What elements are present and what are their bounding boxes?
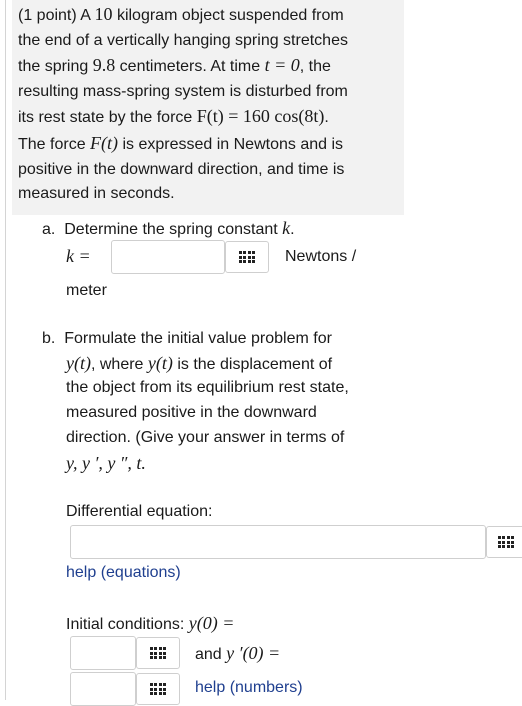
spring-constant-input[interactable] bbox=[111, 240, 225, 274]
part-b-prompt-5: direction. (Give your answer in terms of bbox=[66, 429, 345, 446]
help-equations-link[interactable]: help (equations) bbox=[66, 564, 181, 581]
statement-line-1: (1 point) A 10 kilogram object suspended from bbox=[18, 4, 344, 24]
part-b-prompt-4: measured positive in the downward bbox=[66, 404, 317, 421]
statement-line-7: positive in the downward direction, and time is bbox=[18, 160, 345, 178]
grid-icon bbox=[239, 251, 256, 263]
initial-conditions-and: and y ′(0) = bbox=[195, 643, 281, 663]
statement-line-4: resulting mass-spring system is disturbed from bbox=[18, 82, 348, 100]
statement-line-3: the spring 9.8 centimeters. At time t = 0, the bbox=[18, 55, 331, 76]
differential-equation-label: Differential equation: bbox=[66, 503, 213, 520]
help-numbers-link[interactable]: help (numbers) bbox=[195, 679, 303, 696]
equation-editor-button-k[interactable] bbox=[225, 241, 269, 273]
grid-icon bbox=[150, 647, 167, 659]
statement-line-5: its rest state by the force F(t) = 160 cos(8t). bbox=[18, 106, 329, 127]
statement-line-2: the end of a vertically hanging spring stretches bbox=[18, 31, 348, 49]
grid-icon bbox=[150, 683, 167, 695]
units-label: Newtons / bbox=[285, 248, 357, 265]
part-b-prompt-2: y(t), where y(t) is the displacement of bbox=[66, 353, 333, 373]
y0-input[interactable] bbox=[70, 636, 136, 670]
problem-statement bbox=[12, 0, 404, 215]
equation-editor-button-yp0[interactable] bbox=[136, 673, 180, 705]
part-a-prompt: a. Determine the spring constant k. bbox=[42, 218, 295, 238]
yprime0-input[interactable] bbox=[70, 672, 136, 706]
initial-conditions-label: Initial conditions: y(0) = bbox=[66, 613, 235, 633]
part-b-prompt-6: y, y ′, y ″, t. bbox=[66, 453, 146, 473]
equation-editor-button-de[interactable] bbox=[486, 526, 522, 558]
statement-line-8: measured in seconds. bbox=[18, 185, 175, 203]
units-label-cont: meter bbox=[66, 282, 107, 299]
part-b-prompt-3: the object from its equilibrium rest state, bbox=[66, 379, 349, 396]
grid-icon bbox=[498, 536, 515, 548]
equation-editor-button-y0[interactable] bbox=[136, 637, 180, 669]
statement-line-6: The force F(t) is expressed in Newtons and is bbox=[18, 132, 344, 153]
differential-equation-input[interactable] bbox=[70, 525, 486, 559]
spring-constant-label: k = bbox=[66, 246, 91, 266]
part-b-prompt-1: b. Formulate the initial value problem for bbox=[42, 330, 332, 347]
